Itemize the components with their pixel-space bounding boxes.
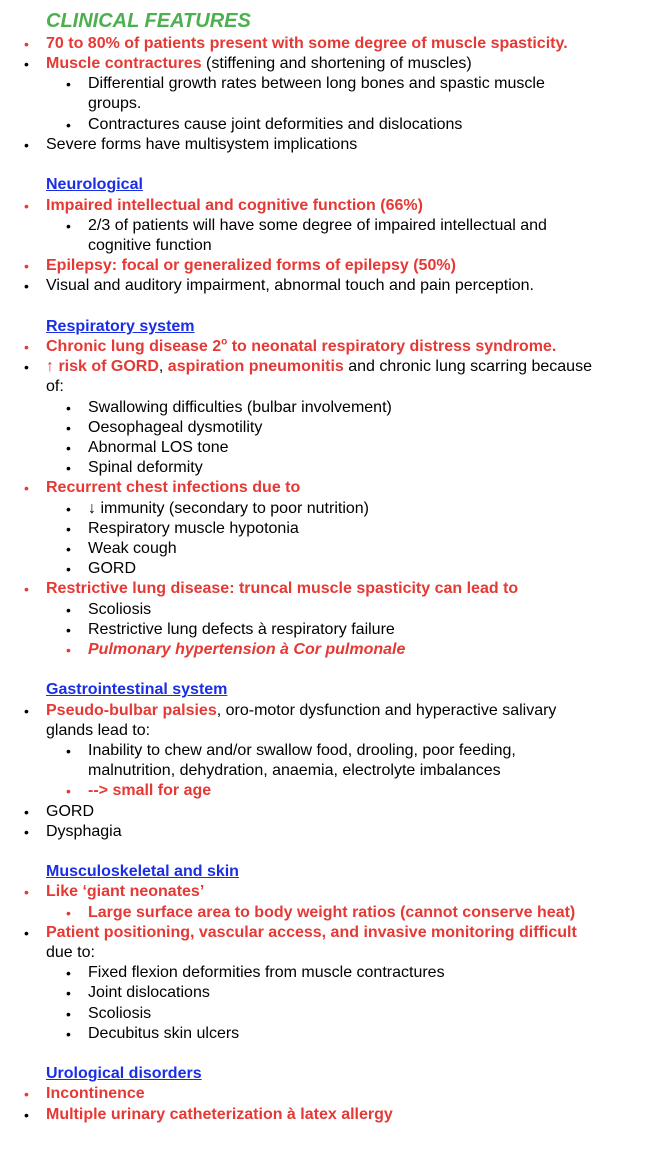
text-run: Restrictive lung defects à respiratory failure — [88, 620, 395, 638]
bullet-icon: • — [66, 642, 71, 658]
text-run: Oesophageal dysmotility — [88, 418, 263, 436]
text-run: , oro-motor dysfunction and hyperactive salivary glands lead to: — [46, 701, 557, 739]
text-run: GORD — [88, 560, 136, 578]
text-run: GORD — [46, 802, 94, 820]
list-item-text — [46, 357, 596, 397]
text-run: Respiratory muscle hypotonia — [88, 519, 299, 537]
bullet-icon: • — [24, 137, 29, 153]
bullet-icon: • — [66, 904, 71, 921]
bullet-icon: • — [66, 399, 71, 416]
bullet-icon: • — [66, 1005, 71, 1022]
text-run: Like ‘giant neonates’ — [46, 883, 205, 901]
bullet-icon: • — [24, 1086, 29, 1103]
text-run: ↓ immunity (secondary to poor nutrition) — [88, 499, 369, 517]
text-run: Differential growth rates between long bones and spastic muscle groups. — [88, 75, 545, 113]
list-item-text — [88, 983, 596, 1003]
bullet-icon: • — [24, 803, 29, 820]
text-run: Weak cough — [88, 540, 177, 557]
list-item-text — [46, 802, 596, 822]
list-item-text — [46, 882, 596, 902]
text-run: Dysphagia — [46, 822, 122, 840]
list-item-text — [88, 963, 596, 983]
bullet-icon: • — [24, 1106, 29, 1123]
bullet-icon: • — [66, 460, 71, 477]
list-item-text — [88, 398, 596, 418]
list-item-text — [88, 499, 596, 519]
text-run: Contractures cause joint deformities and dislocations — [88, 115, 463, 133]
bullet-icon: • — [24, 702, 29, 719]
bullet-icon: • — [66, 520, 71, 537]
list-item-text — [88, 1024, 596, 1044]
text-run: and chronic lung scarring because of: — [46, 358, 592, 396]
bullet-icon: • — [66, 419, 71, 436]
text-run: 70 to 80% of patients present with some degree of muscle spasticity. — [46, 35, 568, 52]
list-item-text — [88, 539, 596, 559]
text-run: Swallowing difficulties (bulbar involvement) — [88, 398, 392, 416]
list-item-text — [88, 74, 596, 114]
bullet-icon: • — [24, 197, 29, 214]
bullet-icon: • — [66, 541, 71, 557]
text-run: Pseudo-bulbar palsies — [46, 701, 217, 719]
list-item-text — [46, 34, 596, 54]
section-heading: Urological disorders — [46, 1065, 202, 1083]
text-run: Scoliosis — [88, 600, 152, 618]
list-item-text — [46, 135, 596, 155]
text-run: Scoliosis — [88, 1004, 152, 1022]
text-run: Chronic lung disease 2 — [46, 338, 222, 355]
section-heading: Respiratory system — [46, 317, 195, 335]
text-run: Abnormal LOS tone — [88, 439, 229, 456]
bullet-icon: • — [24, 359, 29, 376]
text-run: Large surface area to body weight ratios (cannot conserve heat) — [88, 903, 576, 921]
list-item-text — [88, 600, 596, 620]
list-item-text — [46, 923, 596, 963]
section-heading: Neurological — [46, 176, 143, 194]
bullet-icon: • — [66, 440, 71, 456]
bullet-icon: • — [24, 339, 29, 355]
list-item-text — [46, 256, 596, 276]
bullet-icon: • — [24, 278, 29, 295]
text-run: Severe forms have multisystem implications — [46, 136, 358, 153]
text-run: ↑ risk of GORD — [46, 358, 159, 376]
list-item-text — [88, 640, 596, 660]
bullet-icon: • — [66, 985, 71, 1002]
bullet-icon: • — [24, 823, 29, 840]
list-item-text — [88, 115, 596, 135]
list-item-text — [46, 196, 596, 216]
text-run: Impaired intellectual and cognitive function (66%) — [46, 196, 423, 214]
bullet-icon: • — [66, 965, 71, 982]
bullet-icon: • — [66, 743, 71, 759]
bullet-icon: • — [24, 258, 29, 275]
list-item-text — [46, 822, 596, 842]
list-item-text — [46, 276, 596, 296]
bullet-icon: • — [24, 36, 29, 52]
list-item-text — [46, 54, 596, 74]
text-run: Spinal deformity — [88, 459, 203, 477]
list-item-text — [88, 418, 596, 438]
text-run: Multiple urinary catheterization à latex allergy — [46, 1105, 393, 1123]
list-item-text — [88, 620, 596, 640]
bullet-icon: • — [66, 601, 71, 618]
text-run: Incontinence — [46, 1085, 145, 1103]
bullet-icon: • — [66, 76, 71, 93]
bullet-icon: • — [66, 783, 71, 800]
bullet-icon: • — [24, 924, 29, 941]
bullet-icon: • — [66, 217, 71, 234]
list-item-text — [46, 1105, 596, 1125]
page-title: CLINICAL FEATURES — [46, 10, 251, 32]
bullet-icon: • — [24, 56, 29, 73]
text-run: Visual and auditory impairment, abnormal touch and pain perception. — [46, 277, 534, 295]
list-item-text — [46, 337, 596, 357]
list-item-text — [46, 579, 596, 599]
text-run: , — [158, 358, 168, 376]
list-item-text — [46, 1084, 596, 1104]
text-run: Restrictive lung disease: truncal muscle spasticity can lead to — [46, 580, 519, 598]
list-item-text — [88, 438, 596, 458]
section-heading: Musculoskeletal and skin — [46, 863, 239, 881]
text-run: o — [221, 336, 228, 348]
list-item-text — [88, 519, 596, 539]
list-item-text — [88, 458, 596, 478]
text-run: Joint dislocations — [88, 984, 210, 1002]
text-run: Inability to chew and/or swallow food, drooling, poor feeding, malnutrition, dehydration, anaemia, electrolyte imbalances — [88, 742, 516, 779]
text-run: to neonatal respiratory distress syndrome. — [227, 338, 557, 355]
list-item-text — [88, 741, 596, 781]
bullet-icon: • — [24, 581, 29, 598]
list-item-text — [88, 216, 596, 256]
list-item-text — [46, 478, 596, 498]
bullet-icon: • — [66, 116, 71, 133]
text-run: (stiffening and shortening of muscles) — [201, 55, 472, 73]
text-run: aspiration pneumonitis — [167, 358, 344, 376]
section-heading: Gastrointestinal system — [46, 681, 228, 699]
bullet-icon: • — [66, 621, 71, 638]
text-run: Patient positioning, vascular access, and invasive monitoring difficult — [46, 923, 577, 941]
text-run: Fixed flexion deformities from muscle contractures — [88, 964, 445, 982]
text-run: Muscle contractures — [46, 55, 202, 73]
text-run: --> small for age — [88, 782, 212, 800]
text-run: Epilepsy: focal or generalized forms of epilepsy (50%) — [46, 257, 456, 275]
text-run: due to: — [46, 943, 95, 961]
list-item-text — [88, 903, 596, 923]
bullet-icon: • — [66, 561, 71, 578]
bullet-icon: • — [24, 884, 29, 901]
list-item-text — [88, 1004, 596, 1024]
text-run: Decubitus skin ulcers — [88, 1024, 240, 1042]
bullet-icon: • — [24, 480, 29, 497]
bullet-icon: • — [66, 500, 71, 517]
list-item-text — [88, 559, 596, 579]
text-run: Recurrent chest infections due to — [46, 479, 301, 497]
bullet-icon: • — [66, 1025, 71, 1042]
list-item-text — [88, 781, 596, 801]
text-run: 2/3 of patients will have some degree of impaired intellectual and cognitive function — [88, 216, 547, 254]
list-item-text — [46, 701, 596, 741]
text-run: Pulmonary hypertension à Cor pulmonale — [88, 641, 406, 658]
